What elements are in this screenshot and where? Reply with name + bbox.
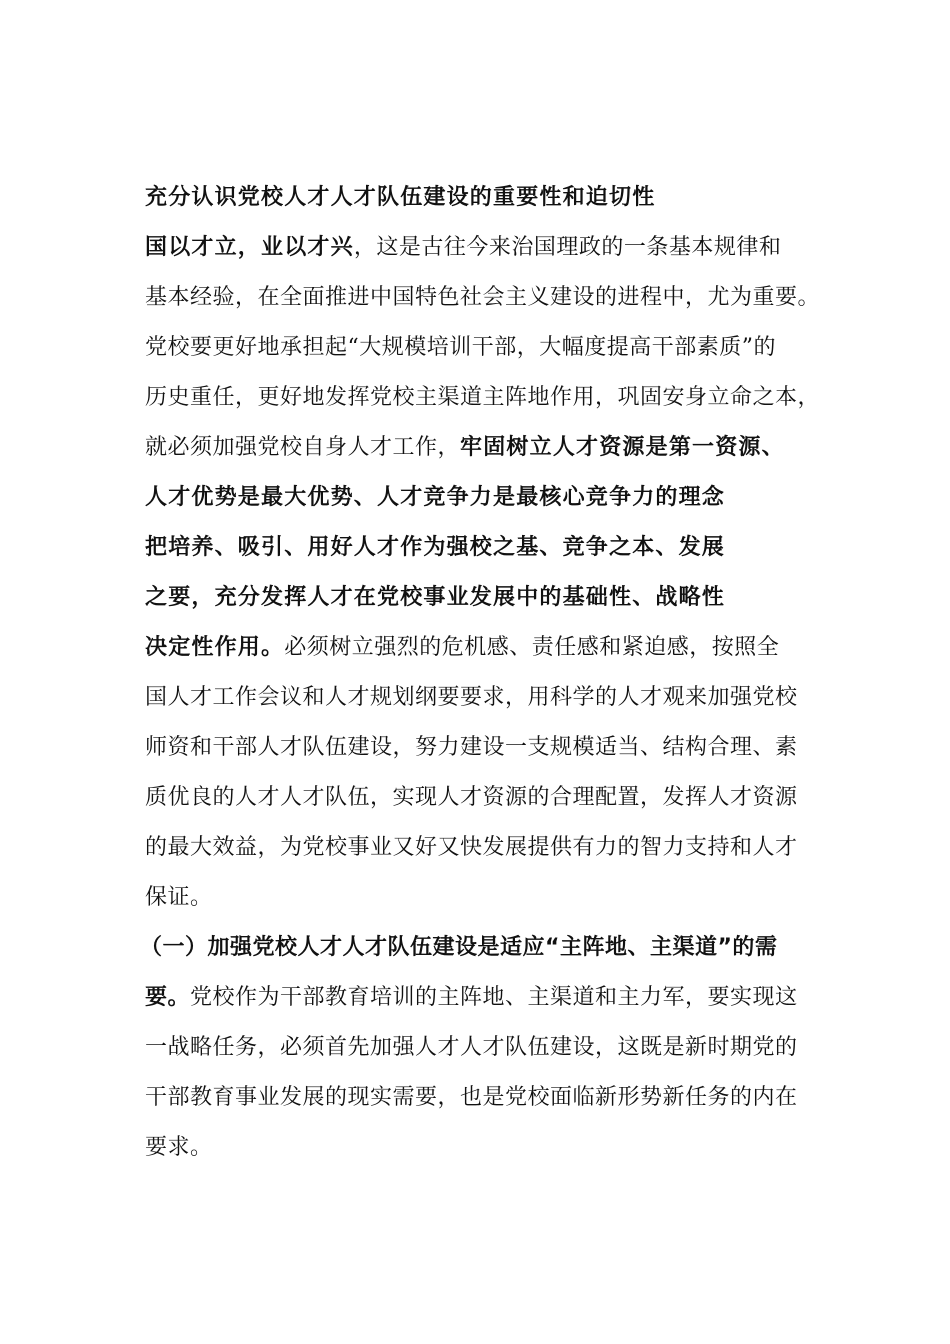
paragraph-line <box>145 633 825 663</box>
paragraph-line: 要求。 <box>145 1135 213 1160</box>
paragraph-line: 历史重任，更好地发挥党校主渠道主阵地作用，巩固安身立命之本， <box>145 385 821 410</box>
body-text: 党校作为干部教育培训的主阵地、主渠道和主力军，要实现这 <box>190 985 798 1010</box>
subsection-heading: （一）加强党校人才人才队伍建设是适应“主阵地、主渠道”的需 <box>140 935 778 960</box>
paragraph-line: 的最大效益，为党校事业又好又快发展提供有力的智力支持和人才 <box>145 835 798 860</box>
subsection-heading-end: 要。 <box>145 985 191 1010</box>
emphasis-line: 把培养、吸引、用好人才作为强校之基、竞争之本、发展 <box>145 535 726 560</box>
paragraph-line: 党校要更好地承担起“大规模培训干部，大幅度提高干部素质”的 <box>145 335 776 360</box>
paragraph-line <box>145 983 825 1013</box>
emphasis-text: 决定性作用。 <box>145 635 285 660</box>
body-text: ，这是古往今来治国理政的一条基本规律和 <box>353 235 782 260</box>
emphasis-text: 牢固树立人才资源是第一资源、 <box>460 435 785 460</box>
section-heading: 充分认识党校人才人才队伍建设的重要性和迫切性 <box>145 185 656 210</box>
body-text: 必须树立强烈的危机感、责任感和紧迫感，按照全 <box>284 635 780 660</box>
paragraph-line: 基本经验，在全面推进中国特色社会主义建设的进程中，尤为重要。 <box>145 285 821 310</box>
emphasis-text: 国以才立，业以才兴 <box>145 235 354 260</box>
paragraph-line: 质优良的人才人才队伍，实现人才资源的合理配置，发挥人才资源 <box>145 785 798 810</box>
paragraph-line: 一战略任务，必须首先加强人才人才队伍建设，这既是新时期党的 <box>145 1035 798 1060</box>
paragraph-line <box>145 433 825 463</box>
emphasis-line: 之要，充分发挥人才在党校事业发展中的基础性、战略性 <box>145 585 726 610</box>
paragraph-line: 干部教育事业发展的现实需要，也是党校面临新形势新任务的内在 <box>145 1085 798 1110</box>
paragraph-line: 国人才工作会议和人才规划纲要要求，用科学的人才观来加强党校 <box>145 685 798 710</box>
body-text: 就必须加强党校自身人才工作， <box>145 435 461 460</box>
paragraph-line: 师资和干部人才队伍建设，努力建设一支规模适当、结构合理、素 <box>145 735 798 760</box>
paragraph-line: 保证。 <box>145 885 213 910</box>
paragraph-line <box>145 233 825 263</box>
emphasis-line: 人才优势是最大优势、人才竞争力是最核心竞争力的理念 <box>145 485 726 510</box>
